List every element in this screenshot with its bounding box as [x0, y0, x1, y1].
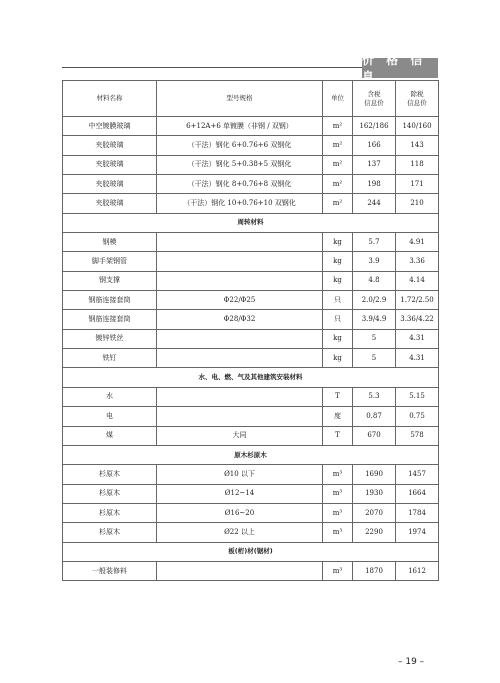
cell-spec: 6+12A+6 单镀膜（非钢 / 双钢） [157, 117, 323, 136]
cell-price-without-tax: 210 [396, 194, 439, 213]
cell-unit: kg [323, 233, 353, 252]
section-row [63, 542, 439, 561]
cell-price-without-tax: 1784 [396, 503, 439, 522]
section-title: 原木杉原木 [63, 445, 439, 464]
cell-spec [157, 349, 323, 368]
cell-price-without-tax: 3.36/4.22 [396, 310, 439, 329]
cell-price-with-tax: 1930 [353, 484, 396, 503]
table-row [63, 329, 439, 348]
cell-price-without-tax: 1457 [396, 465, 439, 484]
cell-material-name: 杉原木 [63, 503, 157, 522]
table-row [63, 465, 439, 484]
header-rule [62, 67, 362, 68]
cell-material-name: 杉原木 [63, 465, 157, 484]
cell-spec: Φ28/Φ32 [157, 310, 323, 329]
table-row [63, 523, 439, 542]
section-row [63, 213, 439, 232]
cell-material-name: 水 [63, 387, 157, 406]
cell-price-with-tax: 198 [353, 175, 396, 194]
table-row [63, 233, 439, 252]
price-table [62, 80, 439, 581]
cell-material-name: 一般装修料 [63, 561, 157, 580]
cell-unit: 只 [323, 291, 353, 310]
cell-unit: 只 [323, 310, 353, 329]
cell-price-with-tax: 166 [353, 136, 396, 155]
table-row [63, 291, 439, 310]
cell-price-with-tax: 5.7 [353, 233, 396, 252]
cell-unit: kg [323, 329, 353, 348]
cell-price-without-tax: 5.15 [396, 387, 439, 406]
table-row [63, 271, 439, 290]
column-header-price-without-tax: 除税 信息价 [396, 81, 439, 117]
cell-material-name: 镀锌铁丝 [63, 329, 157, 348]
cell-price-without-tax: 143 [396, 136, 439, 155]
cell-spec: （干法）钢化 8+0.76+8 双钢化 [157, 175, 323, 194]
cell-price-with-tax: 1690 [353, 465, 396, 484]
column-header-price-with-tax: 含税 信息价 [353, 81, 396, 117]
cell-material-name: 杉原木 [63, 523, 157, 542]
cell-price-without-tax: 4.14 [396, 271, 439, 290]
cell-price-without-tax: 1974 [396, 523, 439, 542]
table-body [63, 117, 439, 581]
page-number: – 19 – [398, 657, 425, 667]
cell-price-with-tax: 5.3 [353, 387, 396, 406]
cell-unit: m² [323, 155, 353, 174]
cell-spec: Φ22/Φ25 [157, 291, 323, 310]
cell-material-name: 夹胶玻璃 [63, 194, 157, 213]
cell-price-with-tax: 3.9 [353, 252, 396, 271]
cell-material-name: 中空镀膜玻璃 [63, 117, 157, 136]
cell-unit: T [323, 426, 353, 445]
section-row [63, 445, 439, 464]
cell-material-name: 杉原木 [63, 484, 157, 503]
cell-spec [157, 561, 323, 580]
cell-price-without-tax: 578 [396, 426, 439, 445]
cell-price-with-tax: 2.0/2.9 [353, 291, 396, 310]
cell-price-with-tax: 2290 [353, 523, 396, 542]
table-row [63, 194, 439, 213]
cell-spec [157, 233, 323, 252]
cell-spec: （干法）钢化 6+0.76+6 双钢化 [157, 136, 323, 155]
table-row [63, 252, 439, 271]
cell-price-without-tax: 1.72/2.50 [396, 291, 439, 310]
column-header-name: 材料名称 [63, 81, 157, 117]
cell-price-without-tax: 140/160 [396, 117, 439, 136]
cell-material-name: 铁钉 [63, 349, 157, 368]
cell-price-with-tax: 162/186 [353, 117, 396, 136]
cell-spec [157, 387, 323, 406]
table-row [63, 117, 439, 136]
table-row [63, 155, 439, 174]
cell-material-name: 钢筋连接套筒 [63, 291, 157, 310]
table-row [63, 561, 439, 580]
cell-material-name: 夹胶玻璃 [63, 175, 157, 194]
cell-price-with-tax: 5 [353, 329, 396, 348]
section-tab [362, 53, 438, 84]
cell-price-without-tax: 4.91 [396, 233, 439, 252]
cell-material-name: 电 [63, 407, 157, 426]
cell-price-without-tax: 1612 [396, 561, 439, 580]
cell-spec: Ø12~14 [157, 484, 323, 503]
cell-unit: kg [323, 349, 353, 368]
cell-material-name: 煤 [63, 426, 157, 445]
column-header-unit: 单位 [323, 81, 353, 117]
cell-spec [157, 252, 323, 271]
table-header-row [63, 81, 439, 117]
table-row [63, 387, 439, 406]
cell-material-name: 钢筋连接套筒 [63, 310, 157, 329]
cell-price-without-tax: 1664 [396, 484, 439, 503]
cell-price-without-tax: 171 [396, 175, 439, 194]
cell-material-name: 夹胶玻璃 [63, 136, 157, 155]
cell-material-name: 钢模 [63, 233, 157, 252]
cell-unit: m³ [323, 465, 353, 484]
cell-price-without-tax: 4.31 [396, 329, 439, 348]
cell-unit: m² [323, 117, 353, 136]
cell-price-with-tax: 4.8 [353, 271, 396, 290]
cell-spec: Ø22 以上 [157, 523, 323, 542]
cell-unit: T [323, 387, 353, 406]
cell-unit: kg [323, 252, 353, 271]
cell-unit: m³ [323, 484, 353, 503]
section-row [63, 368, 439, 387]
cell-unit: m³ [323, 503, 353, 522]
table-row [63, 349, 439, 368]
cell-material-name: 夹胶玻璃 [63, 155, 157, 174]
cell-price-with-tax: 244 [353, 194, 396, 213]
section-title: 水、电、燃、气及其他建筑安装材料 [63, 368, 439, 387]
cell-price-without-tax: 4.31 [396, 349, 439, 368]
cell-unit: m³ [323, 561, 353, 580]
cell-unit: 度 [323, 407, 353, 426]
column-header-spec: 型号规格 [157, 81, 323, 117]
cell-unit: m² [323, 136, 353, 155]
cell-price-with-tax: 670 [353, 426, 396, 445]
cell-spec: 大同 [157, 426, 323, 445]
cell-price-without-tax: 118 [396, 155, 439, 174]
cell-spec: Ø16~20 [157, 503, 323, 522]
cell-spec: Ø10 以下 [157, 465, 323, 484]
section-tab-label: 价 格 信 息 [362, 53, 427, 84]
cell-spec: （干法）钢化 5+0.38+5 双钢化 [157, 155, 323, 174]
table-row [63, 310, 439, 329]
cell-spec [157, 271, 323, 290]
cell-unit: kg [323, 271, 353, 290]
cell-price-without-tax: 0.75 [396, 407, 439, 426]
cell-price-with-tax: 2070 [353, 503, 396, 522]
table-row [63, 175, 439, 194]
section-title: 周转材料 [63, 213, 439, 232]
table-row [63, 484, 439, 503]
cell-spec [157, 407, 323, 426]
cell-unit: m² [323, 175, 353, 194]
table-row [63, 407, 439, 426]
cell-price-with-tax: 5 [353, 349, 396, 368]
cell-unit: m³ [323, 523, 353, 542]
cell-spec: （干法）钢化 10+0.76+10 双钢化 [157, 194, 323, 213]
cell-price-with-tax: 1870 [353, 561, 396, 580]
cell-price-with-tax: 137 [353, 155, 396, 174]
cell-price-with-tax: 0.87 [353, 407, 396, 426]
table-row [63, 503, 439, 522]
section-title: 板(桁)材(锯材) [63, 542, 439, 561]
cell-material-name: 钢支撑 [63, 271, 157, 290]
cell-spec [157, 329, 323, 348]
cell-price-without-tax: 3.36 [396, 252, 439, 271]
cell-unit: m² [323, 194, 353, 213]
cell-price-with-tax: 3.9/4.9 [353, 310, 396, 329]
table-row [63, 426, 439, 445]
cell-material-name: 脚手架钢管 [63, 252, 157, 271]
table-row [63, 136, 439, 155]
